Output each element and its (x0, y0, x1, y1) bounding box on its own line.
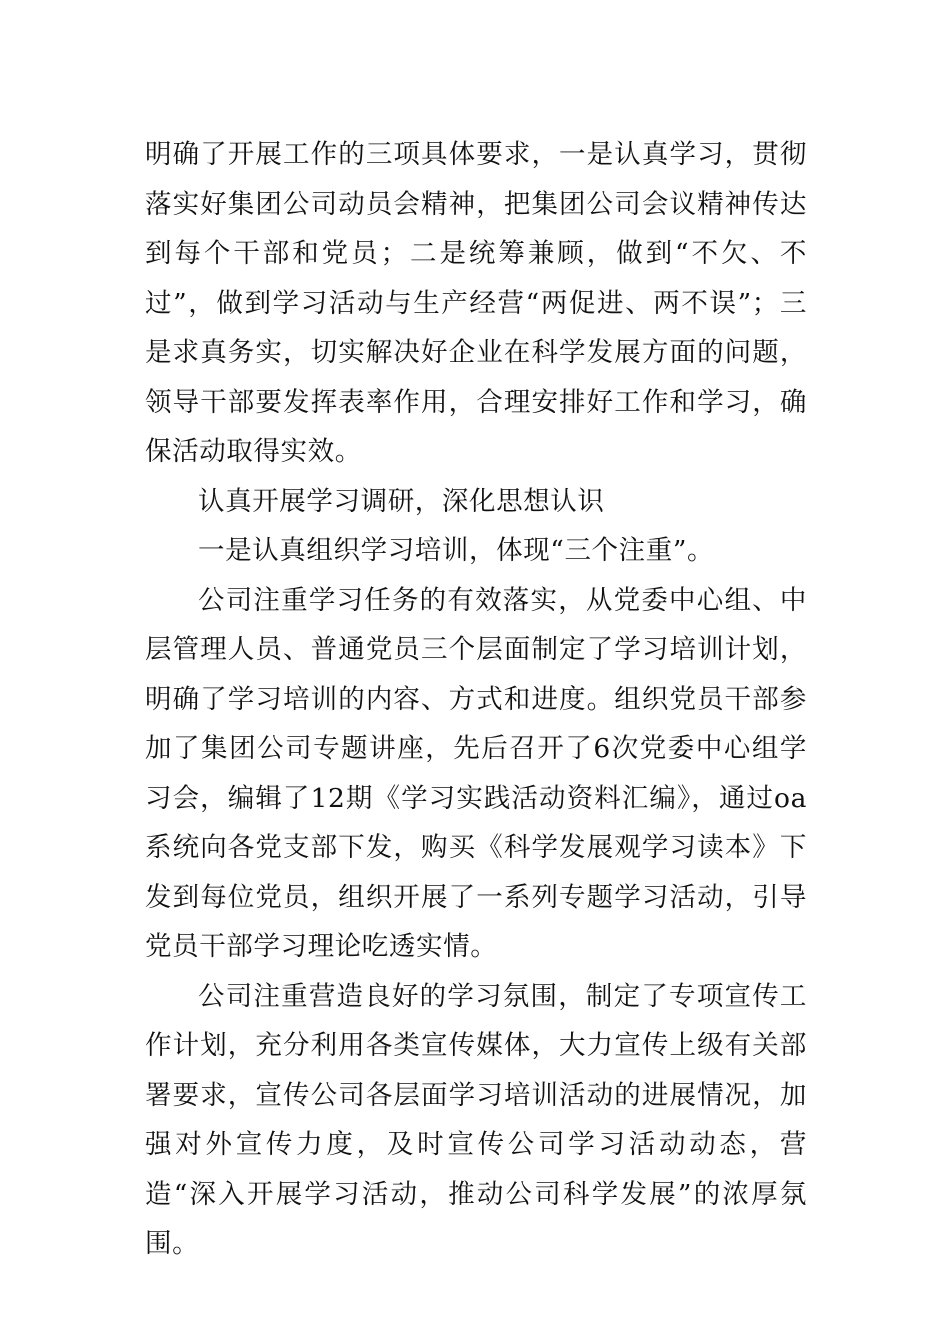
section-heading: 认真开展学习调研，深化思想认识 (198, 485, 605, 517)
paragraph-study-atmosphere: 公司注重营造良好的学习氛围，制定了专项宣传工作计划，充分利用各类宣传媒体，大力宣传上级有关部署要求，宣传公司各层面学习培训活动的进展情况，加强对外宣传力度，及时宣传公司学习活动动态，营造“深入开展学习活动，推动公司科学发展”的浓厚氛围。 (145, 980, 807, 1259)
paragraph-requirements: 明确了开展工作的三项具体要求，一是认真学习，贯彻落实好集团公司动员会精神，把集团公司会议精神传达到每个干部和党员；二是统筹兼顾，做到“不欠、不过”，做到学习活动与生产经营“两促进、两不误”；三是求真务实，切实解决好企业在科学发展方面的问题，领导干部要发挥表率作用，合理安排好工作和学习，确保活动取得实效。 (145, 139, 807, 467)
subheading: 一是认真组织学习培训，体现“三个注重”。 (198, 535, 715, 566)
paragraph-study-tasks: 公司注重学习任务的有效落实，从党委中心组、中层管理人员、普通党员三个层面制定了学习培训计划，明确了学习培训的内容、方式和进度。组织党员干部参加了集团公司专题讲座，先后召开了6次党委中心组学习会，编辑了12期《学习实践活动资料汇编》，通过oa系统向各党支部下发，购买《科学发展观学习读本》下发到每位党员，组织开展了一系列专题学习活动，引导党员干部学习理论吃透实情。 (145, 584, 807, 962)
document-body (145, 130, 807, 1269)
